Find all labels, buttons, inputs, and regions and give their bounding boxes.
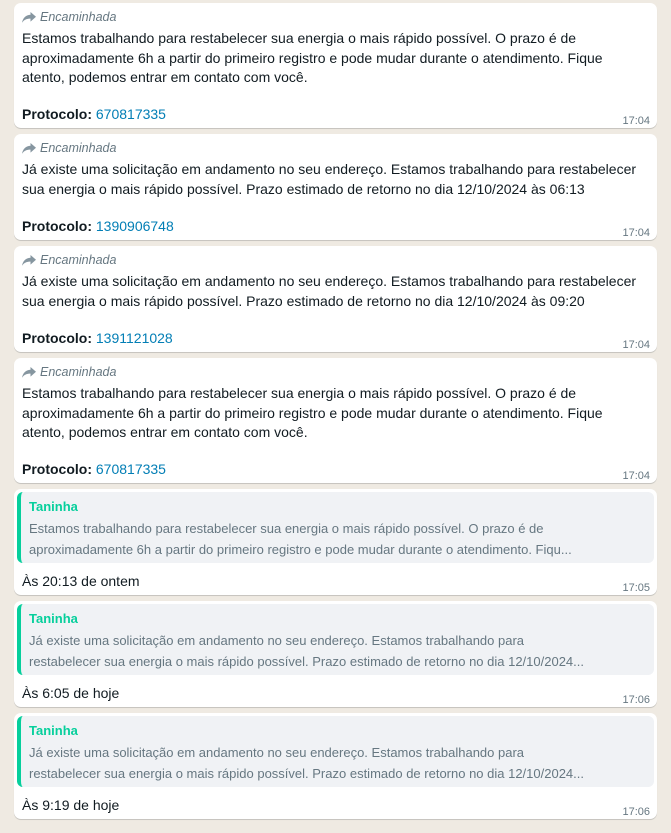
forwarded-message[interactable]	[14, 246, 657, 352]
quoted-author: Taninha	[29, 611, 78, 626]
quoted-author: Taninha	[29, 723, 78, 738]
reply-message[interactable]	[14, 713, 657, 819]
quoted-text-line: restabelecer sua energia o mais rápido possível. Prazo estimado de retorno no dia 12/10/2024...	[29, 654, 585, 669]
protocol-number-link[interactable]: 1390906748	[95, 218, 174, 234]
message-time: 17:06	[622, 806, 650, 818]
quoted-text-line: restabelecer sua energia o mais rápido possível. Prazo estimado de retorno no dia 12/10/2024...	[29, 766, 585, 781]
forwarded-label: Encaminhada	[40, 10, 117, 24]
message-text: Já existe uma solicitação em andamento no seu endereço. Estamos trabalhando para restabelecer sua energia o mais rápido possível. Prazo estimado de retorno no dia 12/10/2024 às 09:20	[22, 273, 637, 309]
forward-arrow-icon	[22, 143, 36, 154]
forwarded-message[interactable]	[14, 134, 657, 240]
message-time: 17:06	[622, 694, 650, 706]
protocol-line	[22, 217, 174, 236]
quoted-message[interactable]	[17, 492, 654, 563]
message-text: Já existe uma solicitação em andamento no seu endereço. Estamos trabalhando para restabelecer sua energia o mais rápido possível. Prazo estimado de retorno no dia 12/10/2024 às 06:13	[22, 161, 637, 197]
message-time: 17:04	[622, 115, 650, 127]
protocol-label: Protocolo:	[22, 461, 92, 477]
quoted-message[interactable]	[17, 604, 654, 675]
forwarded-indicator	[22, 365, 116, 379]
message-text: Estamos trabalhando para restabelecer sua energia o mais rápido possível. O prazo é de aproximadamente 6h a partir do primeiro registro e pode mudar durante o atendimento. Fique atento, podemos entrar em contato com você.	[22, 30, 603, 85]
quoted-text	[29, 742, 646, 784]
forwarded-message[interactable]	[14, 358, 657, 483]
reply-message[interactable]	[14, 601, 657, 707]
forward-arrow-icon	[22, 12, 36, 23]
forwarded-label: Encaminhada	[40, 141, 117, 155]
reply-text: Às 9:19 de hoje	[22, 797, 120, 813]
reply-text: Às 20:13 de ontem	[22, 573, 140, 589]
protocol-number-link[interactable]: 670817335	[95, 461, 166, 477]
message-time: 17:05	[622, 582, 650, 594]
forwarded-indicator	[22, 141, 116, 155]
protocol-label: Protocolo:	[22, 330, 92, 346]
reply-message[interactable]	[14, 489, 657, 595]
forward-arrow-icon	[22, 367, 36, 378]
forward-arrow-icon	[22, 255, 36, 266]
quoted-text	[29, 518, 646, 560]
message-time: 17:04	[622, 227, 650, 239]
message-time: 17:04	[622, 339, 650, 351]
quoted-text-line: Já existe uma solicitação em andamento no seu endereço. Estamos trabalhando para	[29, 745, 525, 760]
protocol-line	[22, 105, 166, 124]
quoted-author: Taninha	[29, 499, 78, 514]
quoted-text-line: Já existe uma solicitação em andamento no seu endereço. Estamos trabalhando para	[29, 633, 525, 648]
quoted-message[interactable]	[17, 716, 654, 787]
protocol-number-link[interactable]: 1391121028	[95, 330, 173, 346]
forwarded-indicator	[22, 253, 116, 267]
message-text: Estamos trabalhando para restabelecer sua energia o mais rápido possível. O prazo é de aproximadamente 6h a partir do primeiro registro e pode mudar durante o atendimento. Fique atento, podemos entrar em contato com você.	[22, 385, 603, 440]
protocol-label: Protocolo:	[22, 106, 92, 122]
reply-text: Às 6:05 de hoje	[22, 685, 120, 701]
protocol-line	[22, 460, 166, 479]
quoted-text-line: aproximadamente 6h a partir do primeiro registro e pode mudar durante o atendimento. Fiqu...	[29, 542, 572, 557]
forwarded-indicator	[22, 10, 116, 24]
forwarded-label: Encaminhada	[40, 253, 117, 267]
protocol-number-link[interactable]: 670817335	[95, 106, 166, 122]
message-time: 17:04	[622, 470, 650, 482]
quoted-text	[29, 630, 646, 672]
forwarded-label: Encaminhada	[40, 365, 117, 379]
quoted-text-line: Estamos trabalhando para restabelecer sua energia o mais rápido possível. O prazo é de	[29, 521, 544, 536]
protocol-line	[22, 329, 173, 348]
forwarded-message[interactable]	[14, 3, 657, 128]
protocol-label: Protocolo:	[22, 218, 92, 234]
